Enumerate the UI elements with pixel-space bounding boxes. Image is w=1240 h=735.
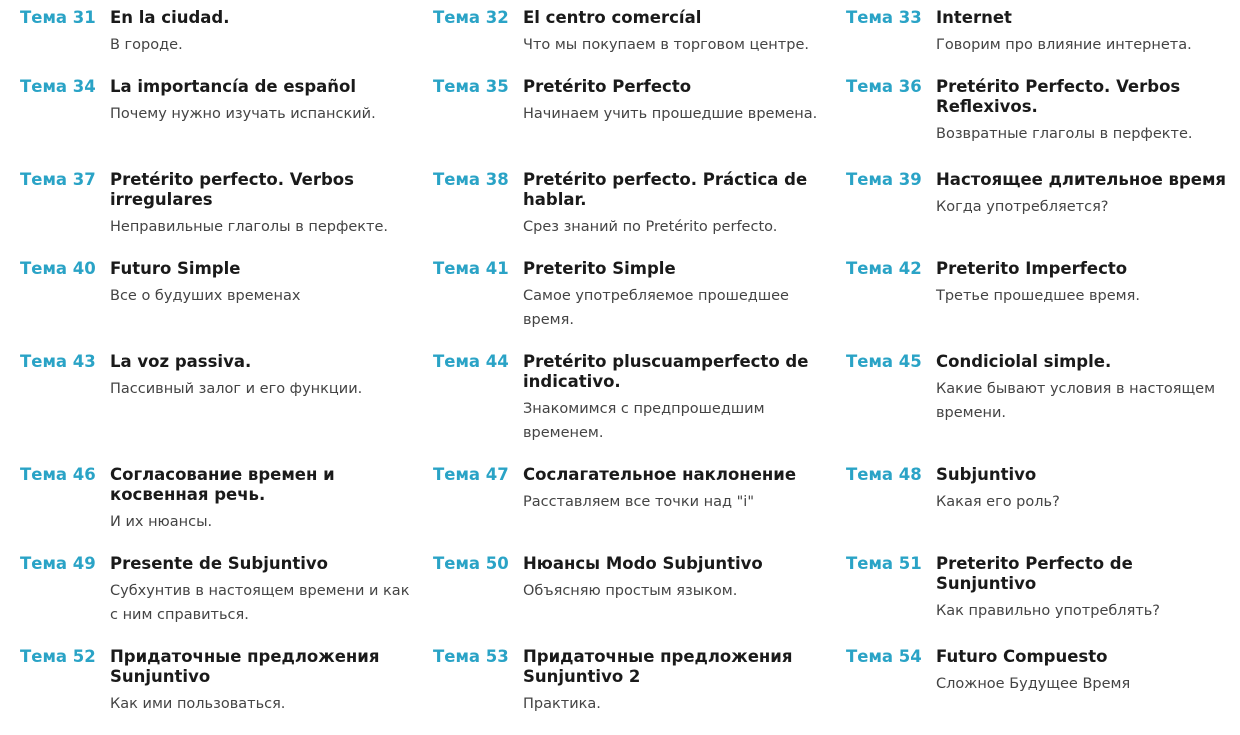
topic-title[interactable]: Придаточные предложения Sunjuntivo	[110, 647, 380, 686]
topic-description: Пассивный залог и его функции.	[110, 381, 363, 397]
topic-title[interactable]: Futuro Simple	[110, 259, 241, 278]
topic-title[interactable]: La importancía de español	[110, 77, 357, 96]
topic-number: Тема 34	[20, 77, 96, 96]
topic-title[interactable]: La voz passiva.	[110, 352, 252, 371]
topic-description: Все о будуших временах	[110, 288, 301, 304]
topic-body	[936, 77, 1236, 146]
topic-item[interactable]	[433, 259, 823, 332]
topic-body	[936, 170, 1236, 219]
topic-number: Тема 32	[433, 8, 509, 27]
topic-number: Тема 54	[846, 647, 922, 666]
topic-item[interactable]	[20, 77, 410, 126]
topic-title[interactable]: Futuro Compuesto	[936, 647, 1108, 666]
topic-description: Возвратные глаголы в перфекте.	[936, 126, 1193, 142]
topic-number: Тема 43	[20, 352, 96, 371]
topic-description: Какая его роль?	[936, 494, 1060, 510]
topic-item[interactable]	[846, 8, 1236, 57]
topic-body	[523, 8, 823, 57]
topic-body	[110, 465, 410, 534]
topic-number: Тема 41	[433, 259, 509, 278]
topic-item[interactable]	[846, 170, 1236, 219]
topic-number: Тема 46	[20, 465, 96, 484]
topic-body	[110, 259, 410, 308]
topic-description: Говорим про влияние интернета.	[936, 37, 1192, 53]
topic-body	[523, 554, 823, 603]
topic-item[interactable]	[20, 170, 410, 239]
topic-item[interactable]	[433, 647, 823, 716]
topic-description: Почему нужно изучать испанский.	[110, 106, 376, 122]
topic-item[interactable]	[433, 352, 823, 445]
topic-description: Субхунтив в настоящем времени и как с ним справиться.	[110, 583, 410, 623]
topic-item[interactable]	[846, 465, 1236, 514]
topic-title[interactable]: Preterito Perfecto de Sunjuntivo	[936, 554, 1133, 593]
topic-body	[110, 647, 410, 716]
topic-item[interactable]	[20, 465, 410, 534]
topic-number: Тема 40	[20, 259, 96, 278]
topic-number: Тема 44	[433, 352, 509, 371]
topic-item[interactable]	[20, 647, 410, 716]
topic-description: Срез знаний по Pretérito perfecto.	[523, 219, 778, 235]
topic-description: В городе.	[110, 37, 183, 53]
topic-title[interactable]: Pretérito Perfecto. Verbos Reflexivos.	[936, 77, 1181, 116]
topic-item[interactable]	[846, 352, 1236, 425]
topic-item[interactable]	[433, 170, 823, 239]
topic-title[interactable]: Pretérito perfecto. Verbos irregulares	[110, 170, 354, 209]
topic-number: Тема 47	[433, 465, 509, 484]
topic-title[interactable]: Настоящее длительное время	[936, 170, 1227, 189]
topic-description: Знакомимся с предпрошедшим временем.	[523, 401, 765, 441]
topic-description: Как ими пользоваться.	[110, 696, 286, 712]
topic-number: Тема 33	[846, 8, 922, 27]
topic-body	[936, 352, 1236, 425]
topic-number: Тема 49	[20, 554, 96, 573]
topic-title[interactable]: Subjuntivo	[936, 465, 1037, 484]
topic-title[interactable]: Pretérito perfecto. Práctica de hablar.	[523, 170, 808, 209]
topic-number: Тема 52	[20, 647, 96, 666]
topic-number: Тема 38	[433, 170, 509, 189]
topic-item[interactable]	[433, 554, 823, 603]
topic-body	[523, 77, 823, 126]
topic-description: Какие бывают условия в настоящем времени.	[936, 381, 1216, 421]
topic-title[interactable]: Condiciolal simple.	[936, 352, 1112, 371]
topic-body	[110, 352, 410, 401]
topic-body	[523, 259, 823, 332]
topic-item[interactable]	[846, 259, 1236, 308]
topic-item[interactable]	[20, 259, 410, 308]
topic-description: Когда употребляется?	[936, 199, 1109, 215]
topic-title[interactable]: Сослагательное наклонение	[523, 465, 797, 484]
topic-title[interactable]: Придаточные предложения Sunjuntivo 2	[523, 647, 793, 686]
topic-number: Тема 48	[846, 465, 922, 484]
topic-item[interactable]	[20, 8, 410, 57]
topic-description: Практика.	[523, 696, 601, 712]
topic-item[interactable]	[846, 647, 1236, 696]
topic-title[interactable]: Pretérito Perfecto	[523, 77, 692, 96]
topic-title[interactable]: Согласование времен и косвенная речь.	[110, 465, 335, 504]
topic-body	[110, 8, 410, 57]
topic-body	[110, 554, 410, 627]
topic-body	[936, 465, 1236, 514]
topic-title[interactable]: Internet	[936, 8, 1012, 27]
topic-title[interactable]: Presente de Subjuntivo	[110, 554, 328, 573]
topic-item[interactable]	[846, 77, 1236, 146]
topic-item[interactable]	[846, 554, 1236, 623]
topic-description: Как правильно употреблять?	[936, 603, 1160, 619]
topic-number: Тема 51	[846, 554, 922, 573]
topic-description: Сложное Будущее Время	[936, 676, 1131, 692]
topic-number: Тема 45	[846, 352, 922, 371]
topic-number: Тема 53	[433, 647, 509, 666]
topic-body	[110, 170, 410, 239]
topic-item[interactable]	[20, 352, 410, 401]
topic-description: И их нюансы.	[110, 514, 213, 530]
topic-number: Тема 42	[846, 259, 922, 278]
topic-item[interactable]	[433, 465, 823, 514]
topic-number: Тема 39	[846, 170, 922, 189]
topic-body	[936, 554, 1236, 623]
topic-description: Неправильные глаголы в перфекте.	[110, 219, 389, 235]
topic-title[interactable]: El centro comercíal	[523, 8, 702, 27]
topic-number: Тема 31	[20, 8, 96, 27]
topic-description: Объясняю простым языком.	[523, 583, 738, 599]
topic-description: Начинаем учить прошедшие времена.	[523, 106, 818, 122]
topic-description: Что мы покупаем в торговом центре.	[523, 37, 809, 53]
topic-body	[523, 170, 823, 239]
topic-description: Расставляем все точки над "i"	[523, 494, 755, 510]
topic-number: Тема 36	[846, 77, 922, 96]
topic-title[interactable]: Pretérito pluscuamperfecto de indicativo.	[523, 352, 809, 391]
topic-body	[523, 647, 823, 716]
topic-body	[936, 8, 1236, 57]
topic-title[interactable]: En la ciudad.	[110, 8, 230, 27]
topic-item[interactable]	[20, 554, 410, 627]
topic-body	[523, 465, 823, 514]
topic-number: Тема 37	[20, 170, 96, 189]
topic-number: Тема 50	[433, 554, 509, 573]
topic-body	[110, 77, 410, 126]
topic-number: Тема 35	[433, 77, 509, 96]
topic-body	[523, 352, 823, 445]
topic-description: Самое употребляемое прошедшее время.	[523, 288, 789, 328]
topic-body	[936, 647, 1236, 696]
topic-title[interactable]: Preterito Imperfecto	[936, 259, 1128, 278]
topic-body	[936, 259, 1236, 308]
topic-description: Третье прошедшее время.	[936, 288, 1140, 304]
topic-title[interactable]: Preterito Simple	[523, 259, 676, 278]
topic-item[interactable]	[433, 8, 823, 57]
topic-title[interactable]: Нюансы Modo Subjuntivo	[523, 554, 763, 573]
topic-item[interactable]	[433, 77, 823, 126]
